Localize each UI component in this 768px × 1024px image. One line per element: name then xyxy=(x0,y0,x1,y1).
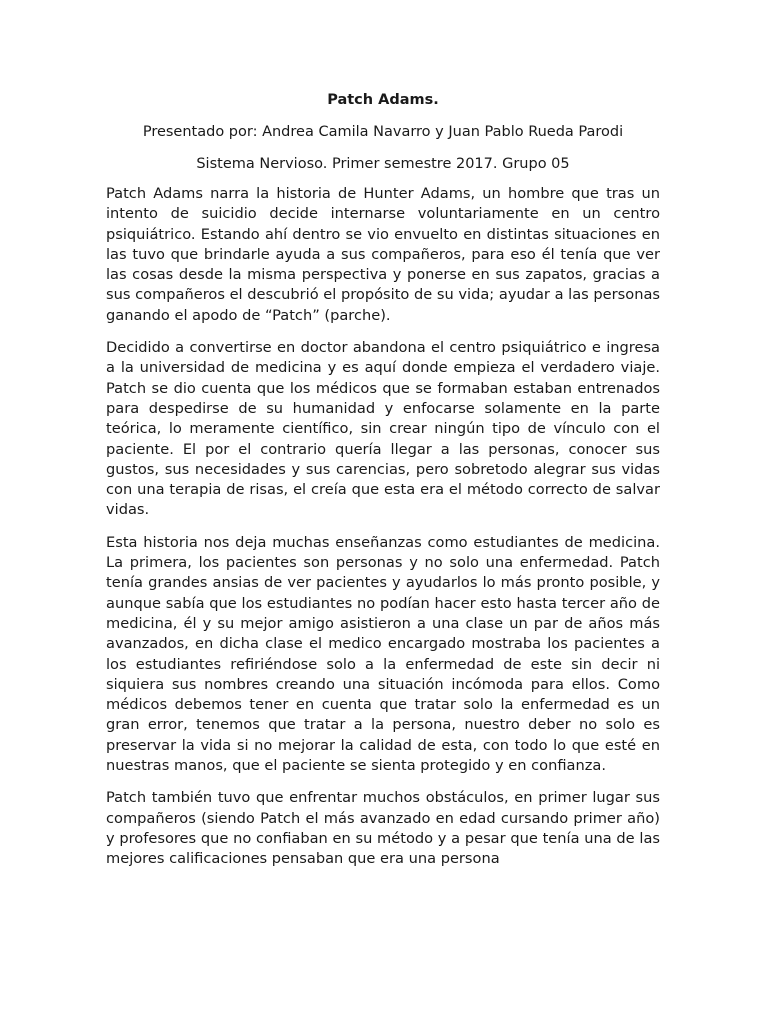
paragraph-3: Esta historia nos deja muchas enseñanzas como estudiantes de medicina. La primera, los pacientes son personas y no solo una enfermedad. Patch tenía grandes ansias de ver pacientes y ayudarlos lo más pronto posible, y aunque sabía que los estudiantes no podían hacer esto hasta tercer año de medicina, él y su mejor amigo asistieron a una clase un par de años más avanzados, en dicha clase el medico encargado mostraba los pacientes a los estudiantes refiriéndose solo a la enfermedad de este sin decir ni siquiera sus nombres creando una situación incómoda para ellos. Como médicos debemos tener en cuenta que tratar solo la enfermedad es un gran error, tenemos que tratar a la persona, nuestro deber no solo es preservar la vida si no mejorar la calidad de esta, con todo lo que esté en nuestras manos, que el paciente se sienta protegido y en confianza. xyxy=(106,533,660,775)
paragraph-4: Patch también tuvo que enfrentar muchos obstáculos, en primer lugar sus compañeros (siendo Patch el más avanzado en edad cursando primer año) y profesores que no confiaban en su método y a pesar que tenía una de las mejores calificaciones pensaban que era una persona xyxy=(106,789,660,868)
document-page xyxy=(106,88,660,882)
authors-line: Presentado por: Andrea Camila Navarro y Juan Pablo Rueda Parodi xyxy=(142,124,624,140)
paragraph-2: Decidido a convertirse en doctor abandona el centro psiquiátrico e ingresa a la universidad de medicina y es aquí donde empieza el verdadero viaje. Patch se dio cuenta que los médicos que se formaban estaban entrenados para despedirse de su humanidad y enfocarse solamente en la parte teórica, lo meramente científico, sin crear ningún tipo de vínculo con el paciente. El por el contrario quería llegar a las personas, conocer sus gustos, sus necesidades y sus carencias, pero sobretodo alegrar sus vidas con una terapia de risas, el creía que esta era el método correcto de salvar vidas. xyxy=(106,339,660,519)
course-line: Sistema Nervioso. Primer semestre 2017. Grupo 05 xyxy=(196,156,570,172)
document-title: Patch Adams. xyxy=(327,92,439,108)
paragraph-1: Patch Adams narra la historia de Hunter Adams, un hombre que tras un intento de suicidio decide internarse voluntariamente en un centro psiquiátrico. Estando ahí dentro se vio envuelto en distintas situaciones en las tuvo que brindarle ayuda a sus compañeros, para eso él tenía que ver las cosas desde la misma perspectiva y ponerse en sus zapatos, gracias a sus compañeros el descubrió el propósito de su vida; ayudar a las personas ganando el apodo de “Patch” (parche). xyxy=(106,185,660,324)
